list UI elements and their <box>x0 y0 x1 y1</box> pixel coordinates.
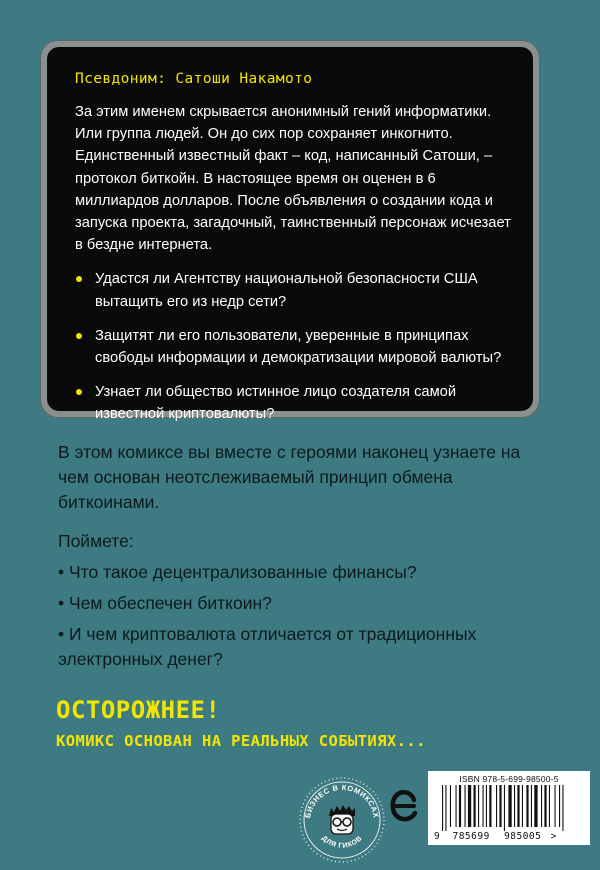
barcode-bar <box>534 785 537 827</box>
barcode-bar <box>486 785 487 827</box>
terminal-screen <box>47 47 533 423</box>
barcode-bar <box>549 785 550 827</box>
barcode-bar <box>559 785 560 827</box>
seal-top-text: БИЗНЕС В КОМИКСАХ <box>303 782 381 819</box>
barcode-bar <box>489 785 491 827</box>
point-item: • И чем криптовалюта отличается от традиционных электронных денег? <box>58 624 477 669</box>
barcode-bar <box>468 785 471 827</box>
barcode-bar <box>459 785 461 827</box>
publisher-e-logo-icon <box>388 786 420 826</box>
barcode-bar <box>450 785 451 827</box>
barcode-bar <box>562 785 563 831</box>
barcode-bar <box>465 785 466 827</box>
barcode-bar <box>514 785 515 827</box>
barcode-bar <box>508 785 511 827</box>
seal-bottom-text: ДЛЯ ГИКОВ <box>320 834 364 850</box>
point-item: • Что такое децентрализованные финансы? <box>58 562 417 582</box>
points-list <box>58 560 538 672</box>
barcode-bars <box>434 785 584 831</box>
terminal-intro: За этим именем скрывается анонимный гений информатики. Или группа людей. Он до сих пор сохраняет инкогнито. Единственный известный факт – код, написанный Сатоши, – протокол биткойн. В настоящее время он оценен в 6 миллиардов долларов. После объявления о создании кода и запуска проекта, загадочный, таинственный персонаж исчезает в бездне интернета. <box>75 104 511 254</box>
barcode-bar <box>541 785 542 827</box>
barcode-digits-left: 785699 <box>452 831 490 842</box>
barcode-panel <box>428 771 590 845</box>
barcode-bar <box>478 785 479 827</box>
question-item <box>75 325 513 369</box>
terminal-frame <box>40 40 540 423</box>
isbn-text: ISBN 978-5-699-98500-5 <box>459 774 559 784</box>
barcode-bar <box>531 785 532 827</box>
barcode-digits <box>434 831 584 843</box>
barcode-bar <box>517 785 519 827</box>
barcode-bar <box>483 785 484 827</box>
terminal-title: Псевдоним: Сатоши Накамото <box>75 71 313 87</box>
terminal-body <box>75 101 513 438</box>
yellow-bullet-icon <box>76 333 82 339</box>
barcode-bar <box>544 785 546 827</box>
barcode-bar <box>526 785 528 827</box>
question-list <box>75 268 513 425</box>
main-description <box>58 440 538 678</box>
barcode-digits-right: 985005 <box>504 831 542 842</box>
question-item <box>75 381 513 425</box>
question-text: Удастся ли Агентству национальной безопасности США вытащить его из недр сети? <box>95 271 478 310</box>
yellow-bullet-icon <box>76 389 82 395</box>
question-item <box>75 268 513 312</box>
question-text: Узнает ли общество истинное лицо создателя самой известной криптовалюты? <box>95 384 457 423</box>
barcode-bar <box>504 785 505 831</box>
barcode-bar <box>522 785 523 827</box>
barcode-bar <box>456 785 457 827</box>
barcode-digit-first: 9 <box>434 831 441 842</box>
question-text: Защитят ли его пользователи, уверенные в принципах свободы информации и демократизации мировой валюты? <box>95 327 502 367</box>
point-item: • Чем обеспечен биткоин? <box>58 593 272 613</box>
barcode-bar <box>445 785 446 831</box>
warning-subheading: КОМИКС ОСНОВАН НА РЕАЛЬНЫХ СОБЫТИЯХ... <box>56 732 426 750</box>
series-seal-logo <box>296 772 388 864</box>
yellow-bullet-icon <box>76 276 82 282</box>
understand-label: Поймете: <box>58 531 134 551</box>
barcode-bar <box>442 785 443 831</box>
barcode-bar <box>496 785 497 827</box>
barcode-digit-end: > <box>550 831 557 842</box>
barcode-bar <box>474 785 476 827</box>
warning-heading: ОСТОРОЖНЕЕ! <box>56 696 221 724</box>
barcode-bar <box>555 785 556 827</box>
lead-paragraph: В этом комиксе вы вместе с героями наконец узнаете на чем основан неотслеживаемый принцип обмена биткоинами. <box>58 442 521 512</box>
barcode-bar <box>499 785 501 827</box>
